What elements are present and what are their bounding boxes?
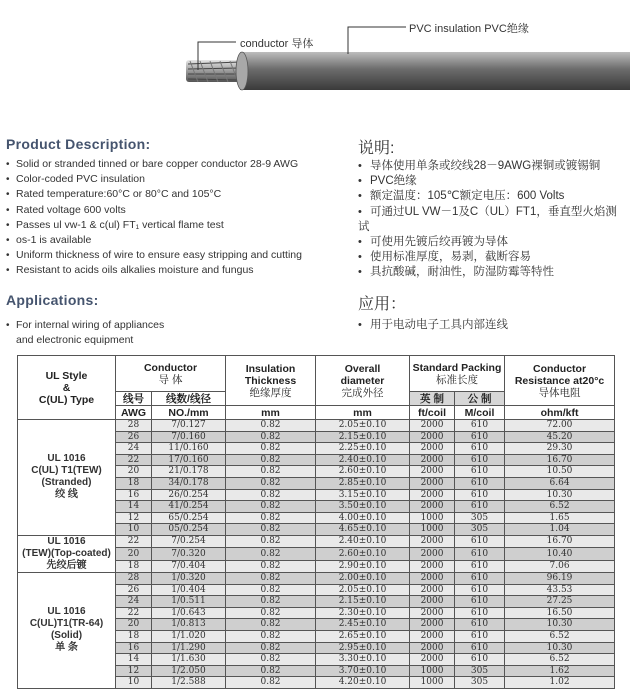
header-od-unit: mm (316, 406, 410, 420)
table-cell: 2.65±0.10 (316, 630, 410, 642)
table-cell: 0.82 (226, 512, 316, 524)
table-cell: 2000 (410, 501, 455, 513)
table-cell: 2.85±0.10 (316, 477, 410, 489)
table-cell: 14 (116, 654, 152, 666)
table-cell: 2.45±0.10 (316, 619, 410, 631)
table-cell: 2000 (410, 466, 455, 478)
table-cell: 65/0.254 (152, 512, 226, 524)
list-item: • PVC绝缘 (358, 174, 628, 189)
table-cell: 2000 (410, 548, 455, 560)
table-cell: 10.30 (505, 489, 615, 501)
table-cell: 4.20±0.10 (316, 677, 410, 689)
table-cell: 2.90±0.10 (316, 560, 410, 572)
header-text: C(UL) Type (38, 393, 95, 406)
table-cell: 0.82 (226, 443, 316, 455)
group-label-line: C(UL)T1(TR-64) (29, 618, 104, 630)
list-item: • os-1 is available (6, 233, 351, 248)
table-cell: 6.52 (505, 501, 615, 513)
group-label-line: 绞 线 (55, 489, 78, 501)
header-m-coil: M/coil (455, 406, 505, 420)
table-cell: 610 (455, 607, 505, 619)
table-cell: 14 (116, 501, 152, 513)
list-item-text: and electronic equipment (16, 334, 134, 347)
header-text: Resistance at20°c (514, 374, 605, 387)
group-label-line: 单 条 (55, 642, 78, 654)
table-cell: 12 (116, 665, 152, 677)
table-cell: 0.82 (226, 548, 316, 560)
header-text: diameter (340, 374, 385, 387)
table-cell: 43.53 (505, 584, 615, 596)
table-cell: 0.82 (226, 501, 316, 513)
table-cell: 1.04 (505, 524, 615, 536)
table-cell: 4.65±0.10 (316, 524, 410, 536)
table-cell: 0.82 (226, 489, 316, 501)
group-label (18, 420, 116, 536)
table-cell: 21/0.178 (152, 466, 226, 478)
table-cell: 05/0.254 (152, 524, 226, 536)
table-cell: 16.70 (505, 535, 615, 547)
list-item: • 具抗酸碱，耐油性，防湿防霉等特性 (358, 265, 628, 280)
table-cell: 2000 (410, 454, 455, 466)
table-cell: 28 (116, 420, 152, 432)
table-cell: 18 (116, 560, 152, 572)
table-cell: 2.40±0.10 (316, 454, 410, 466)
header-text: UL Style (45, 369, 88, 382)
table-cell: 0.82 (226, 477, 316, 489)
table-cell: 2.00±0.10 (316, 572, 410, 584)
header-ins-unit: mm (226, 406, 316, 420)
table-cell: 1/0.511 (152, 596, 226, 608)
header-ft-coil: ft/coil (410, 406, 455, 420)
table-cell: 2.15±0.10 (316, 596, 410, 608)
header-text: 导 体 (158, 373, 183, 386)
table-cell: 27.25 (505, 596, 615, 608)
table-cell: 20 (116, 619, 152, 631)
table-cell: 22 (116, 607, 152, 619)
table-cell: 3.30±0.10 (316, 654, 410, 666)
group-label-line: (Stranded) (41, 477, 92, 489)
table-cell: 305 (455, 524, 505, 536)
table-cell: 0.82 (226, 584, 316, 596)
table-cell: 0.82 (226, 524, 316, 536)
table-cell: 0.82 (226, 572, 316, 584)
table-cell: 1/0.320 (152, 572, 226, 584)
header-resistance (505, 356, 615, 406)
table-row (18, 535, 615, 547)
table-cell: 6.64 (505, 477, 615, 489)
group-label-line: C(UL) T1(TEW) (31, 465, 102, 477)
header-text: Standard Packing (412, 361, 502, 374)
list-item: • Passes ul vw-1 & c(ul) FT₁ vertical flame test (6, 218, 351, 233)
product-description-heading-cn: 说明: (358, 140, 395, 157)
table-cell: 610 (455, 584, 505, 596)
list-item-continued (6, 333, 306, 348)
table-cell: 24 (116, 596, 152, 608)
table-cell: 610 (455, 454, 505, 466)
table-cell: 18 (116, 477, 152, 489)
table-cell: 610 (455, 596, 505, 608)
table-cell: 10.40 (505, 548, 615, 560)
header-ft-cn: 英 制 (410, 392, 455, 406)
table-cell: 1000 (410, 512, 455, 524)
table-cell: 1/1.020 (152, 630, 226, 642)
table-cell: 305 (455, 677, 505, 689)
table-cell: 1.65 (505, 512, 615, 524)
list-item: • Rated temperature:60°C or 80°C and 105°C (6, 187, 351, 202)
table-cell: 45.20 (505, 431, 615, 443)
table-cell: 1000 (410, 524, 455, 536)
table-cell: 18 (116, 630, 152, 642)
group-label-line: (Solid) (50, 630, 83, 642)
table-cell: 34/0.178 (152, 477, 226, 489)
table-cell: 610 (455, 443, 505, 455)
table-cell: 7/0.160 (152, 431, 226, 443)
table-cell: 610 (455, 489, 505, 501)
table-cell: 2000 (410, 489, 455, 501)
table-cell: 2000 (410, 535, 455, 547)
table-cell: 610 (455, 420, 505, 432)
table-cell: 2000 (410, 584, 455, 596)
table-cell: 26 (116, 431, 152, 443)
list-item: • 导体使用单条或绞线28－9AWG裸铜或镀锡铜 (358, 159, 628, 174)
table-cell: 16 (116, 489, 152, 501)
table-cell: 1/0.813 (152, 619, 226, 631)
wire-illustration (0, 0, 630, 110)
group-label-line: UL 1016 (47, 606, 86, 618)
table-cell: 610 (455, 572, 505, 584)
product-description-list-cn (358, 159, 628, 281)
table-cell: 610 (455, 630, 505, 642)
insulation-label: PVC insulation PVC绝缘 (409, 23, 529, 35)
table-cell: 3.15±0.10 (316, 489, 410, 501)
header-text: 完成外径 (341, 386, 384, 399)
table-cell: 2000 (410, 596, 455, 608)
header-insulation (226, 356, 316, 406)
table-cell: 12 (116, 512, 152, 524)
table-cell: 2.05±0.10 (316, 420, 410, 432)
applications-heading: Applications: (6, 292, 99, 308)
table-cell: 11/0.160 (152, 443, 226, 455)
table-cell: 610 (455, 431, 505, 443)
table-cell: 2000 (410, 560, 455, 572)
table-cell: 26/0.254 (152, 489, 226, 501)
table-cell: 0.82 (226, 535, 316, 547)
table-cell: 1000 (410, 677, 455, 689)
header-res-unit: ohm/kft (505, 406, 615, 420)
table-cell: 10 (116, 677, 152, 689)
table-cell: 0.82 (226, 466, 316, 478)
table-cell: 2000 (410, 630, 455, 642)
list-item: • 可通过UL VW－1及C（UL）FT1，垂直型火焰测试 (358, 205, 628, 235)
list-item: • 额定温度：105℃额定电压：600 Volts (358, 189, 628, 204)
table-cell: 0.82 (226, 630, 316, 642)
list-item: • 可使用先镀后绞再镀为导体 (358, 235, 628, 250)
group-label-line: (TEW)(Top-coated) (22, 547, 111, 559)
table-cell: 10 (116, 524, 152, 536)
table-cell: 6.52 (505, 654, 615, 666)
table-cell: 7/0.254 (152, 535, 226, 547)
table-cell: 6.52 (505, 630, 615, 642)
table-cell: 0.82 (226, 677, 316, 689)
table-cell: 2000 (410, 477, 455, 489)
applications-list (6, 318, 306, 348)
table-cell: 7/0.127 (152, 420, 226, 432)
table-cell: 16.70 (505, 454, 615, 466)
list-item: • 使用标准厚度，易剥，截断容易 (358, 250, 628, 265)
table-cell: 2000 (410, 654, 455, 666)
table-cell: 22 (116, 535, 152, 547)
table-cell: 1/2.050 (152, 665, 226, 677)
table-cell: 10.50 (505, 466, 615, 478)
table-cell: 0.82 (226, 596, 316, 608)
header-standard-packing (410, 356, 505, 392)
header-text: Conductor (532, 362, 587, 375)
table-cell: 20 (116, 466, 152, 478)
table-cell: 1.02 (505, 677, 615, 689)
conductor-strands (186, 60, 242, 82)
table-cell: 2.40±0.10 (316, 535, 410, 547)
table-cell: 7.06 (505, 560, 615, 572)
table-cell: 610 (455, 619, 505, 631)
applications-list-cn (358, 318, 618, 333)
table-cell: 0.82 (226, 560, 316, 572)
header-text: Overall (344, 362, 381, 375)
table-cell: 3.50±0.10 (316, 501, 410, 513)
header-text: Thickness (244, 374, 297, 387)
table-row (18, 420, 615, 432)
table-cell: 0.82 (226, 665, 316, 677)
table-cell: 2000 (410, 607, 455, 619)
product-description-list (6, 157, 351, 279)
table-cell: 0.82 (226, 619, 316, 631)
table-cell: 20 (116, 548, 152, 560)
table-cell: 2.95±0.10 (316, 642, 410, 654)
group-label-line: UL 1016 (47, 453, 86, 465)
table-cell: 0.82 (226, 454, 316, 466)
table-cell: 7/0.404 (152, 560, 226, 572)
list-item: • Solid or stranded tinned or bare copper conductor 28-9 AWG (6, 157, 351, 172)
table-cell: 2.05±0.10 (316, 584, 410, 596)
table-cell: 3.70±0.10 (316, 665, 410, 677)
table-cell: 1/2.588 (152, 677, 226, 689)
header-text: & (62, 381, 71, 394)
table-cell: 0.82 (226, 431, 316, 443)
table-cell: 24 (116, 443, 152, 455)
table-cell: 1/0.643 (152, 607, 226, 619)
header-text: 导体电阻 (538, 386, 581, 399)
table-cell: 610 (455, 466, 505, 478)
table-cell: 4.00±0.10 (316, 512, 410, 524)
table-cell: 10.30 (505, 619, 615, 631)
header-m-cn: 公 制 (455, 392, 505, 406)
header-conductor (116, 356, 226, 392)
header-text: 绝缘厚度 (249, 386, 292, 399)
group-label (18, 535, 116, 572)
table-cell: 26 (116, 584, 152, 596)
table-cell: 22 (116, 454, 152, 466)
table-cell: 0.82 (226, 607, 316, 619)
table-cell: 41/0.254 (152, 501, 226, 513)
header-awg: AWG (116, 406, 152, 420)
conductor-label: conductor 导体 (240, 38, 314, 50)
table-cell: 96.19 (505, 572, 615, 584)
table-cell: 610 (455, 535, 505, 547)
table-cell: 2.15±0.10 (316, 431, 410, 443)
list-item: • Color-coded PVC insulation (6, 172, 351, 187)
applications-heading-cn: 应用： (358, 296, 407, 313)
table-cell: 2.25±0.10 (316, 443, 410, 455)
table-cell: 2000 (410, 420, 455, 432)
table-cell: 610 (455, 654, 505, 666)
table-cell: 610 (455, 642, 505, 654)
table-cell: 610 (455, 548, 505, 560)
header-awg-cn: 线号 (116, 392, 152, 406)
header-text: 标准长度 (436, 373, 479, 386)
header-no-mm: NO./mm (152, 406, 226, 420)
list-item: • Resistant to acids oils alkalies moisture and fungus (6, 263, 351, 278)
table-cell: 2.60±0.10 (316, 466, 410, 478)
table-cell: 305 (455, 512, 505, 524)
header-text: Insulation (245, 362, 296, 375)
spec-table-body (18, 420, 615, 689)
table-cell: 2000 (410, 619, 455, 631)
group-label-line: 先绞后镀 (46, 559, 87, 571)
pvc-jacket (236, 52, 630, 90)
list-item: • Uniform thickness of wire to ensure easy stripping and cutting (6, 248, 351, 263)
header-text: Conductor (143, 361, 198, 374)
table-cell: 16.50 (505, 607, 615, 619)
spec-table (17, 355, 615, 689)
table-cell: 610 (455, 477, 505, 489)
list-item: • 用于电动电子工具内部连线 (358, 318, 618, 333)
list-item: • Rated voltage 600 volts (6, 203, 351, 218)
list-item: • For internal wiring of appliances (6, 318, 306, 333)
table-cell: 0.82 (226, 420, 316, 432)
table-row (18, 572, 615, 584)
table-cell: 72.00 (505, 420, 615, 432)
table-cell: 2000 (410, 572, 455, 584)
table-cell: 0.82 (226, 654, 316, 666)
table-cell: 1.62 (505, 665, 615, 677)
table-cell: 2000 (410, 443, 455, 455)
table-cell: 610 (455, 560, 505, 572)
table-cell: 305 (455, 665, 505, 677)
table-cell: 610 (455, 501, 505, 513)
table-cell: 1/1.290 (152, 642, 226, 654)
table-cell: 2000 (410, 431, 455, 443)
table-cell: 16 (116, 642, 152, 654)
table-cell: 1000 (410, 665, 455, 677)
table-cell: 7/0.320 (152, 548, 226, 560)
table-cell: 28 (116, 572, 152, 584)
table-cell: 1/0.404 (152, 584, 226, 596)
table-cell: 29.30 (505, 443, 615, 455)
table-cell: 2.30±0.10 (316, 607, 410, 619)
table-cell: 0.82 (226, 642, 316, 654)
table-cell: 10.30 (505, 642, 615, 654)
table-cell: 2000 (410, 642, 455, 654)
header-overall-diameter (316, 356, 410, 406)
table-cell: 17/0.160 (152, 454, 226, 466)
group-label (18, 572, 116, 688)
table-cell: 1/1.630 (152, 654, 226, 666)
group-label-line: UL 1016 (47, 535, 86, 547)
product-description-heading: Product Description: (6, 136, 151, 152)
header-ul-style (18, 356, 116, 420)
table-cell: 2.60±0.10 (316, 548, 410, 560)
header-no-cn: 线数/线径 (152, 392, 226, 406)
